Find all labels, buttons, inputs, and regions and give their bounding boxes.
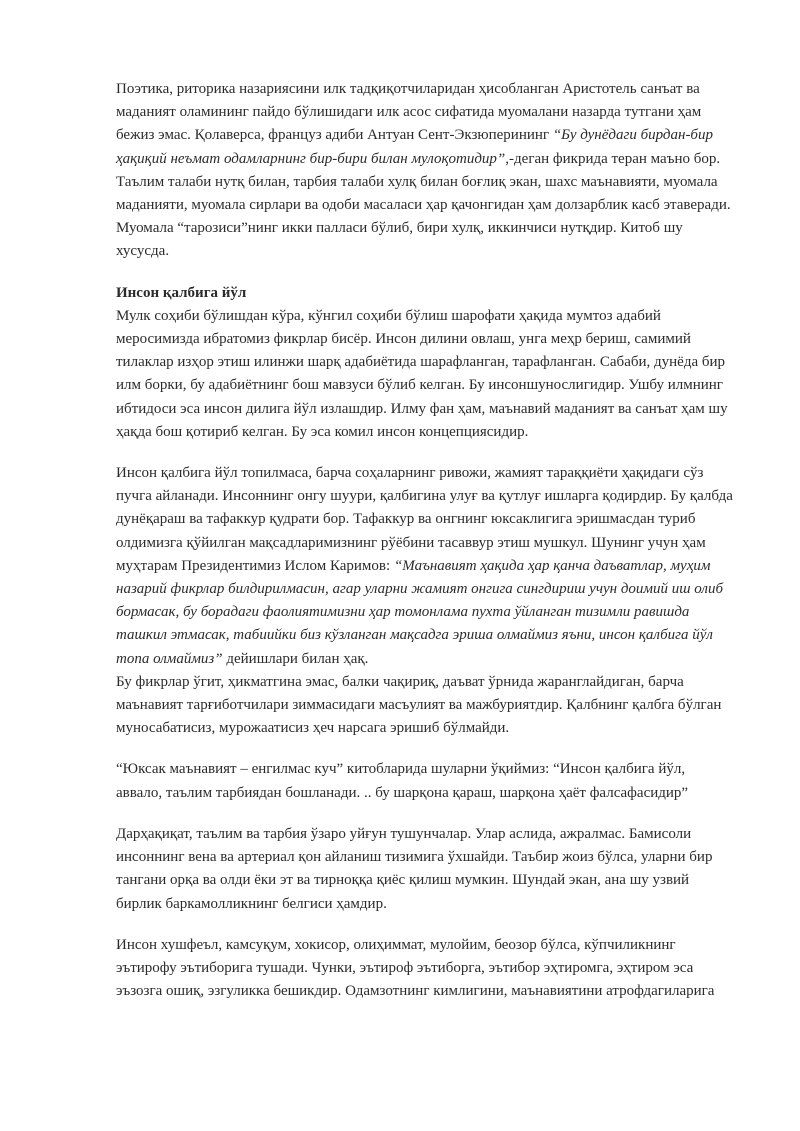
president-quote: “Маънавият ҳақида ҳар қанча даъватлар, муҳим назарий фикрлар билдирилмасин, агар уларни жамият онгига сингдириш учун доимий иш олиб бормасак, бу борадаги фаолиятимизни ҳар томонлама пухта ўйланган тизимли равишда ташкил этмасак, табиийки биз кўзланган мақсадга эриша олмаймиз яъни, инсон қалбига йўл топа олмаймиз” xyxy=(116,557,724,667)
paragraph-responsibility: Бу фикрлар ўгит, ҳикматгина эмас, балки чақириқ, даъват ўрнида жаранглайдиган, барча маънавият тарғиботчилари зиммасидаги масъулият ва мажбуриятдир. Қалбнинг қалбга бўлган муносабатисиз, мурожаатисиз ҳеч нарсага эришиб бўлмайди. xyxy=(116,673,722,737)
intro-text-start: Поэтика, риторика назариясини илк тадқиқотчиларидан ҳисобланган Аристотель санъат ва маданият оламининг пайдо бўлишидаги илк асос сифатида муомалани назарда тутгани ҳам бежиз эмас. Қолаверса, француз адиби Антуан Сент-Экзюперининг xyxy=(116,81,702,144)
intro-text-end: ,-деган фикрида теран маъно бор. Таълим талаби нутқ билан, тарбия талаби хулқ билан боғлиқ экан, шахс маънавияти, муомала маданияти, муомала сирлари ва одоби масаласи ҳар қачонгидан ҳам долзарблик касб этаверади. Муомала “тарозиси”нинг икки палласи бўлиб, бири хулқ, иккинчиси нутқдир. Китоб шу хусусда. xyxy=(116,150,731,260)
paragraph-education: Дарҳақиқат, таълим ва тарбия ўзаро уйғун тушунчалар. Улар аслида, ажралмас. Бамисоли инсоннинг вена ва артериал қон айланиш тизимига ўхшайди. Таъбир жоиз бўлса, уларни бир тангани орқа ва олди ёки эт ва тирноққа қиёс қилиш мумкин. Шундай экан, ана шу узвий бирлик баркамолликнинг белгиси ҳамдир. xyxy=(116,825,713,912)
section-heading: Инсон қалбига йўл xyxy=(116,284,247,301)
paragraph-book-quote: “Юксак маънавият – енгилмас куч” китобларида шуларни ўқиймиз: “Инсон қалбига йўл, аввало, таълим тарбиядан бошланади. .. бу шарқона қараш, шарқона ҳаёт фалсафасидир” xyxy=(116,761,689,801)
document-page xyxy=(116,78,734,1021)
heart-path-text-start: Инсон қалбига йўл топилмаса, барча соҳаларнинг ривожи, жамият тараққиёти ҳақидаги сўз пучга айланади. Инсоннинг онгу шуури, қалбигина улуғ ва қутлуғ ишларга қодирдир. Бу қалбда дунёқараш ва тафаккур қудрати бор. Тафаккур ва онгнинг юксаклигига эришмасдан туриб олдимизга қўйилган мақсадларимизнинг рўёбини тасаввур этиш мушкул. Шунинг учун ҳам муҳтарам Президентимиз Ислом Каримов: xyxy=(116,465,733,574)
paragraph-heritage: Мулк соҳиби бўлишдан кўра, кўнгил соҳиби бўлиш шарофати ҳақида мумтоз адабий меросимизда ибратомиз фикрлар бисёр. Инсон дилини овлаш, унга меҳр бериш, самимий тилаклар изҳор этиш илинжи шарқ адабиётида шарафланган, тарафланган. Сабаби, дунёда бир илм борки, бу адабиётнинг бош мавзуси бўлиб келган. Бу инсоншунослигидир. Ушбу илмнинг ибтидоси эса инсон дилига йўл излашдир. Илму фан ҳам, маънавий маданият ва санъат ҳам шу ҳақда бош қотириб келган. Бу эса комил инсон концепциясидир. xyxy=(116,307,728,440)
paragraph-character: Инсон хушфеъл, камсуқум, хокисор, олиҳиммат, мулойим, беозор бўлса, кўпчиликнинг эътирофу эътиборига тушади. Чунки, эътироф эътиборга, эътибор эҳтиромга, эҳтиром эса эъзозга ошиқ, эзгуликка бешикдир. Одамзотнинг кимлигини, маънавиятини атрофдагиларига xyxy=(116,936,715,1000)
paragraph-heart-path xyxy=(116,462,734,671)
paragraph-intro xyxy=(116,78,734,264)
heart-path-text-end: дейишлари билан ҳақ. xyxy=(222,650,369,667)
exupery-quote: “Бу дунёдаги бирдан-бир ҳақиқий неъмат одамларнинг бир-бири билан мулоқотидир” xyxy=(116,127,713,167)
